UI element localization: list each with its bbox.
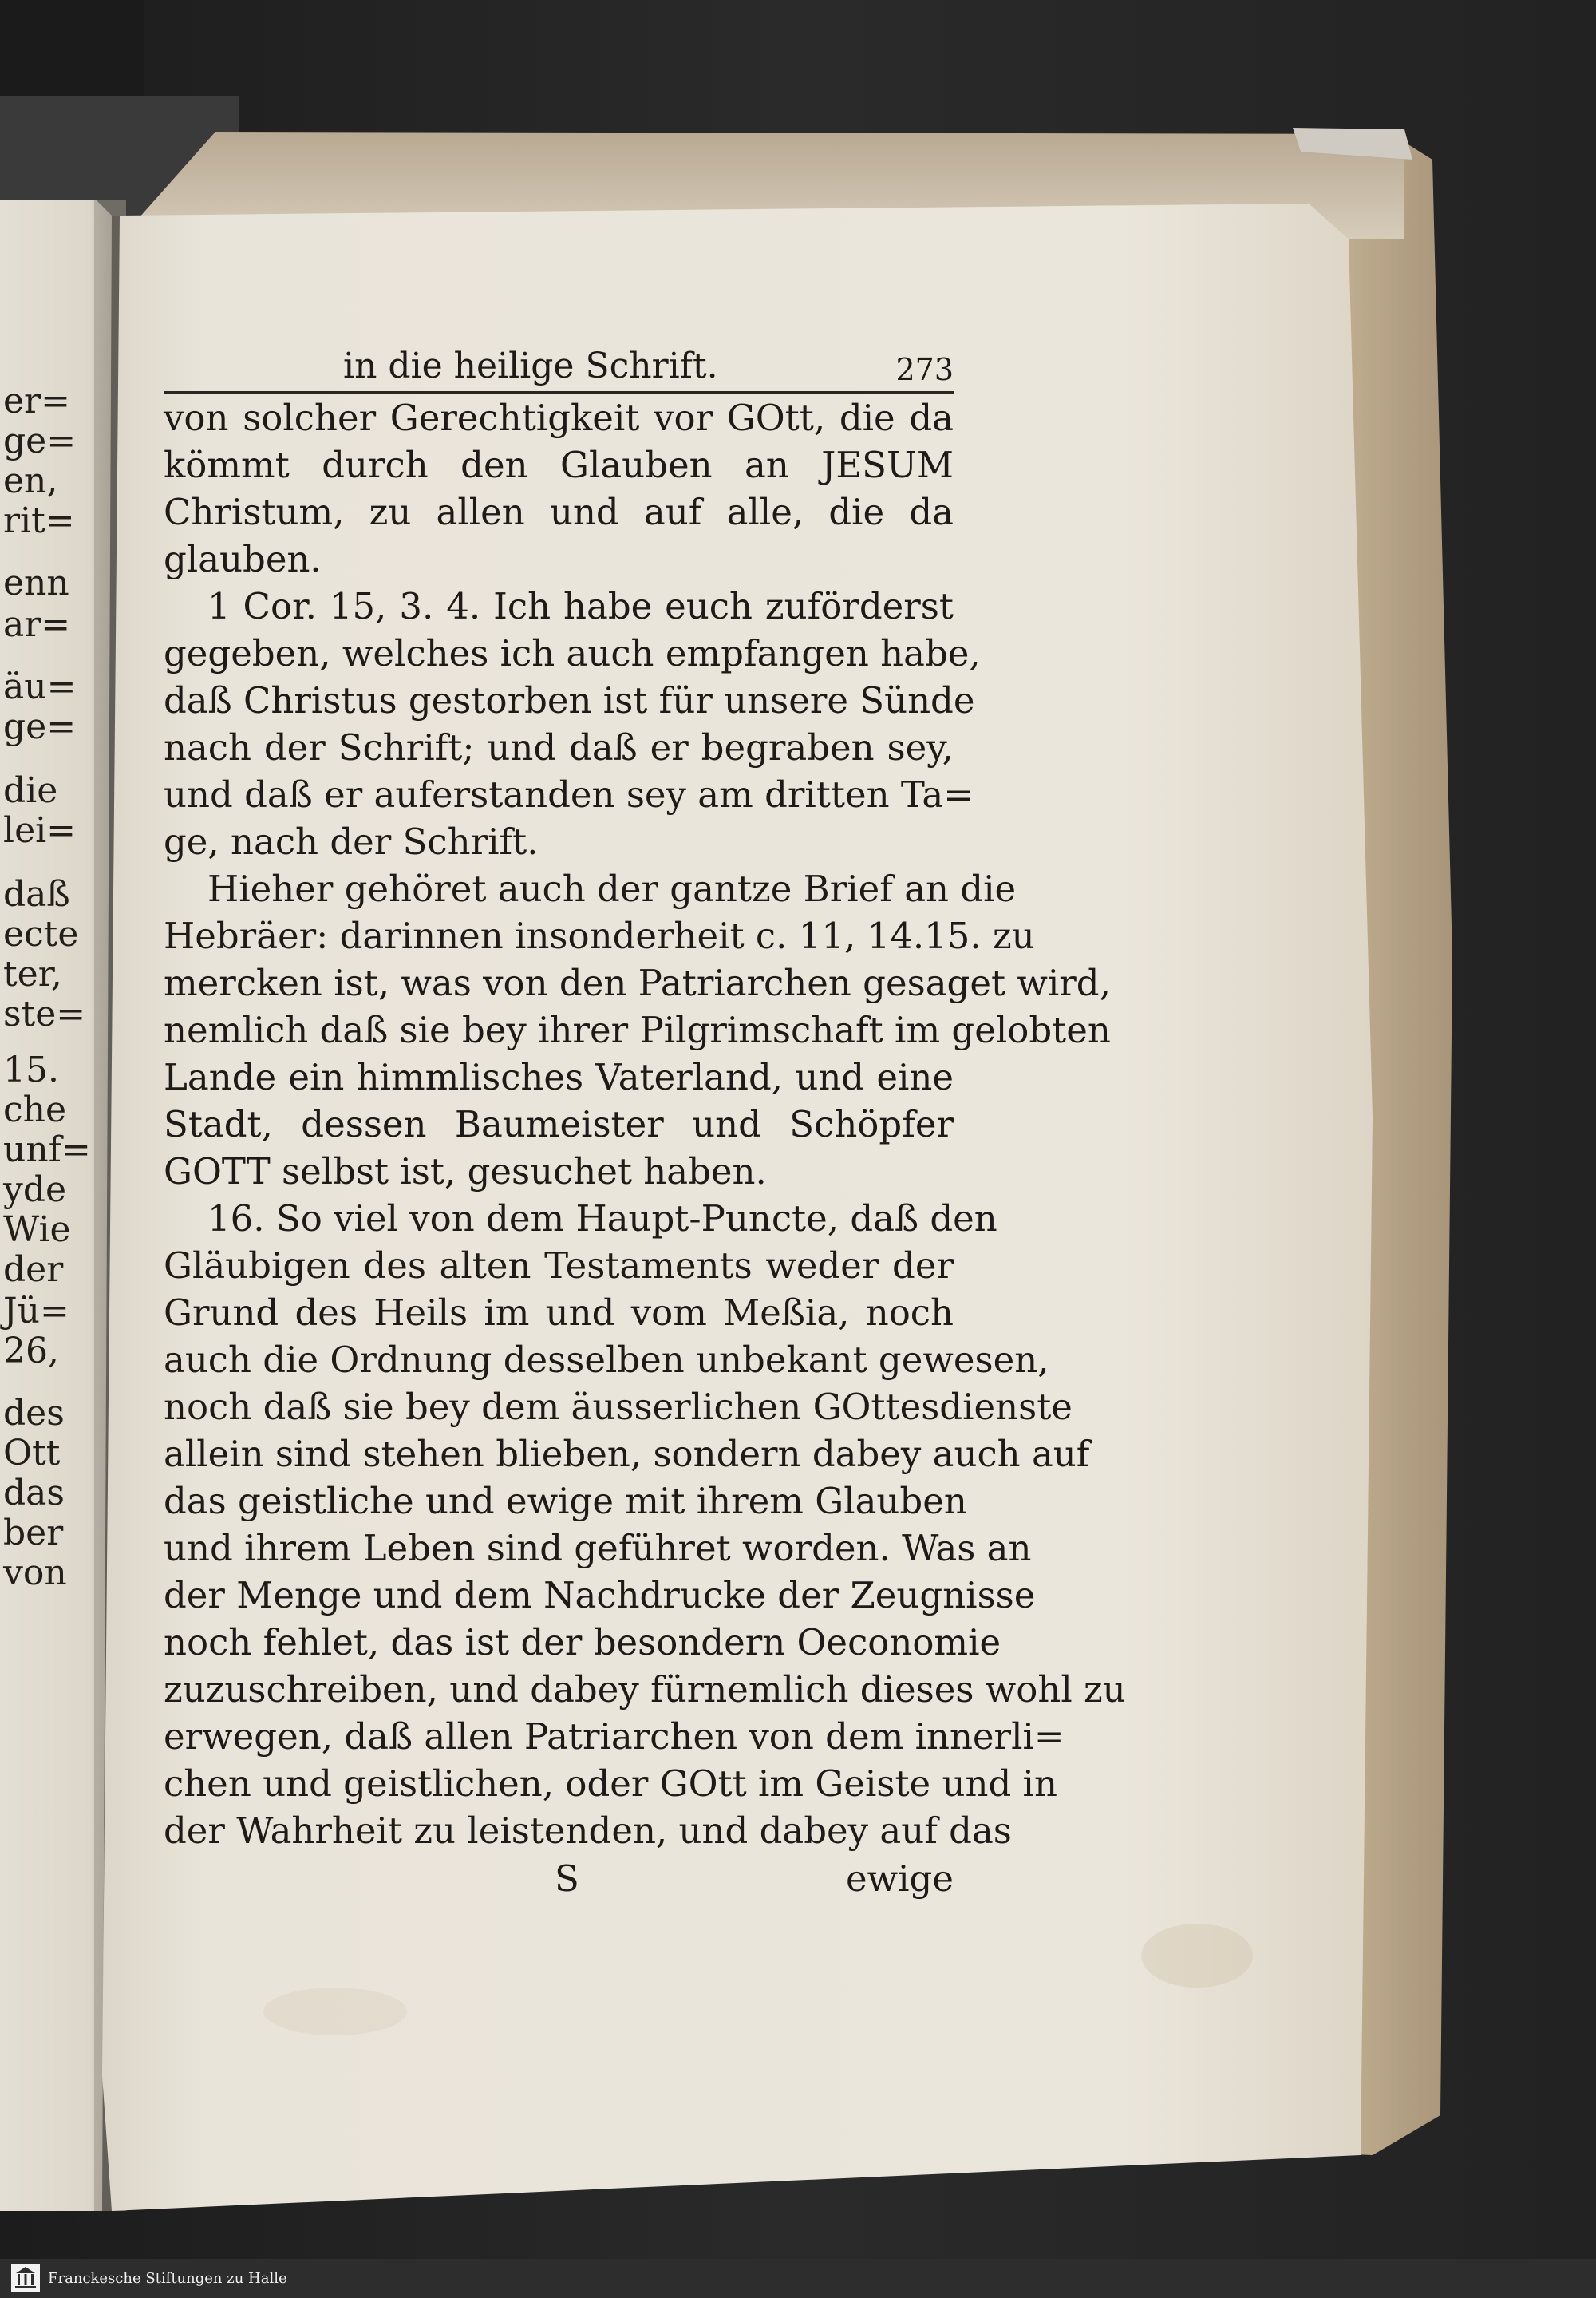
text-line: nemlich daß sie bey ihrer Pilgrimschaft im gelobten	[164, 1009, 1111, 1051]
left-page-fragment: lei=	[3, 810, 77, 851]
left-page-fragment: ste=	[3, 994, 86, 1034]
text-line: chen und geistlichen, oder GOtt im Geiste und in	[164, 1762, 1057, 1805]
text-line: der Wahrheit zu leistenden, und dabey auf das	[164, 1810, 1012, 1852]
text-line: Grund des Heils im und vom Meßia, noch	[164, 1291, 954, 1334]
body-text	[164, 394, 1126, 1854]
left-page-fragment: ecte	[3, 914, 79, 955]
left-page-fragment: 15.	[3, 1050, 59, 1090]
left-page-fragment: ge=	[3, 706, 77, 747]
institution-logo-icon	[11, 2264, 40, 2292]
left-page-fragment: ge=	[3, 421, 77, 461]
running-head-title: in die heilige Schrift.	[343, 346, 718, 386]
left-page-fragment: ber	[3, 1513, 64, 1553]
text-line: 1 Cor. 15, 3. 4. Ich habe euch zuförderst	[207, 585, 954, 627]
left-page-fragment: die	[3, 770, 58, 811]
text-line: Gläubigen des alten Testaments weder der	[164, 1244, 954, 1287]
catchword: ewige	[846, 1857, 954, 1900]
text-line: der Menge und dem Nachdrucke der Zeugnisse	[164, 1574, 1036, 1616]
text-line: Hieher gehöret auch der gantze Brief an die	[207, 868, 1017, 910]
text-line: noch fehlet, das ist der besondern Oeconomie	[164, 1621, 1001, 1663]
text-line: kömmt durch den Glauben an JESUM	[164, 444, 954, 486]
page-number: 273	[895, 352, 954, 387]
left-page-fragment: Jü=	[3, 1291, 69, 1331]
text-line: daß Christus gestorben ist für unsere Sünde	[164, 679, 975, 722]
signature-mark: S	[555, 1857, 579, 1900]
text-line: GOTT selbst ist, gesuchet haben.	[164, 1150, 767, 1193]
left-page-fragment: unf=	[3, 1129, 91, 1170]
text-line: glauben.	[164, 538, 322, 580]
left-page-fragment: des	[3, 1393, 65, 1434]
text-line: ge, nach der Schrift.	[164, 821, 539, 863]
page-foot	[164, 1854, 954, 1904]
text-line: allein sind stehen blieben, sondern dabey auch auf	[164, 1433, 1090, 1475]
left-page-fragment: daß	[3, 874, 70, 915]
text-line: und ihrem Leben sind geführet worden. Was an	[164, 1527, 1032, 1569]
left-page-fragment: Wie	[3, 1209, 71, 1250]
left-page-fragment: das	[3, 1473, 65, 1513]
left-page-fragment: yde	[3, 1169, 67, 1210]
left-page-fragment: enn	[3, 563, 69, 603]
text-line: mercken ist, was von den Patriarchen gesaget wird,	[164, 962, 1111, 1004]
text-line: erwegen, daß allen Patriarchen von dem innerli=	[164, 1715, 1065, 1758]
left-page-fragment: rit=	[3, 500, 75, 541]
text-line: das geistliche und ewige mit ihrem Glauben	[164, 1480, 967, 1522]
left-page-fragment: äu=	[3, 666, 77, 707]
left-page-fragment: von	[3, 1552, 67, 1593]
left-page-fragment: Ott	[3, 1433, 61, 1473]
footer-bar	[0, 2259, 1596, 2298]
text-line: Christum, zu allen und auf alle, die da	[164, 491, 954, 533]
text-line: Lande ein himmlisches Vaterland, und eine	[164, 1056, 954, 1098]
running-head	[164, 342, 954, 394]
text-line: Hebräer: darinnen insonderheit c. 11, 14.15. zu	[164, 915, 1035, 957]
text-line: noch daß sie bey dem äusserlichen GOttesdienste	[164, 1386, 1073, 1428]
text-line: von solcher Gerechtigkeit vor GOtt, die da	[164, 397, 954, 439]
text-line: auch die Ordnung desselben unbekant gewesen,	[164, 1339, 1049, 1381]
left-page-fragment: der	[3, 1249, 64, 1290]
text-line: nach der Schrift; und daß er begraben sey,	[164, 726, 954, 769]
left-page-fragment: che	[3, 1090, 67, 1130]
left-page-fragment: 26,	[3, 1331, 59, 1371]
text-line: gegeben, welches ich auch empfangen habe,	[164, 632, 981, 674]
text-line: zuzuschreiben, und dabey fürnemlich dieses wohl zu	[164, 1668, 1126, 1711]
left-page-fragment: ter,	[3, 954, 62, 995]
text-line: 16. So viel von dem Haupt-Puncte, daß den	[207, 1197, 998, 1240]
right-page-text	[164, 342, 1126, 1904]
left-page-fragment: ar=	[3, 604, 71, 645]
left-page-fragment: er=	[3, 381, 70, 421]
institution-name: Franckesche Stiftungen zu Halle	[48, 2270, 287, 2287]
left-page-fragment: en,	[3, 461, 58, 501]
text-line: und daß er auferstanden sey am dritten Ta=	[164, 773, 974, 816]
text-line: Stadt, dessen Baumeister und Schöpfer	[164, 1103, 954, 1145]
